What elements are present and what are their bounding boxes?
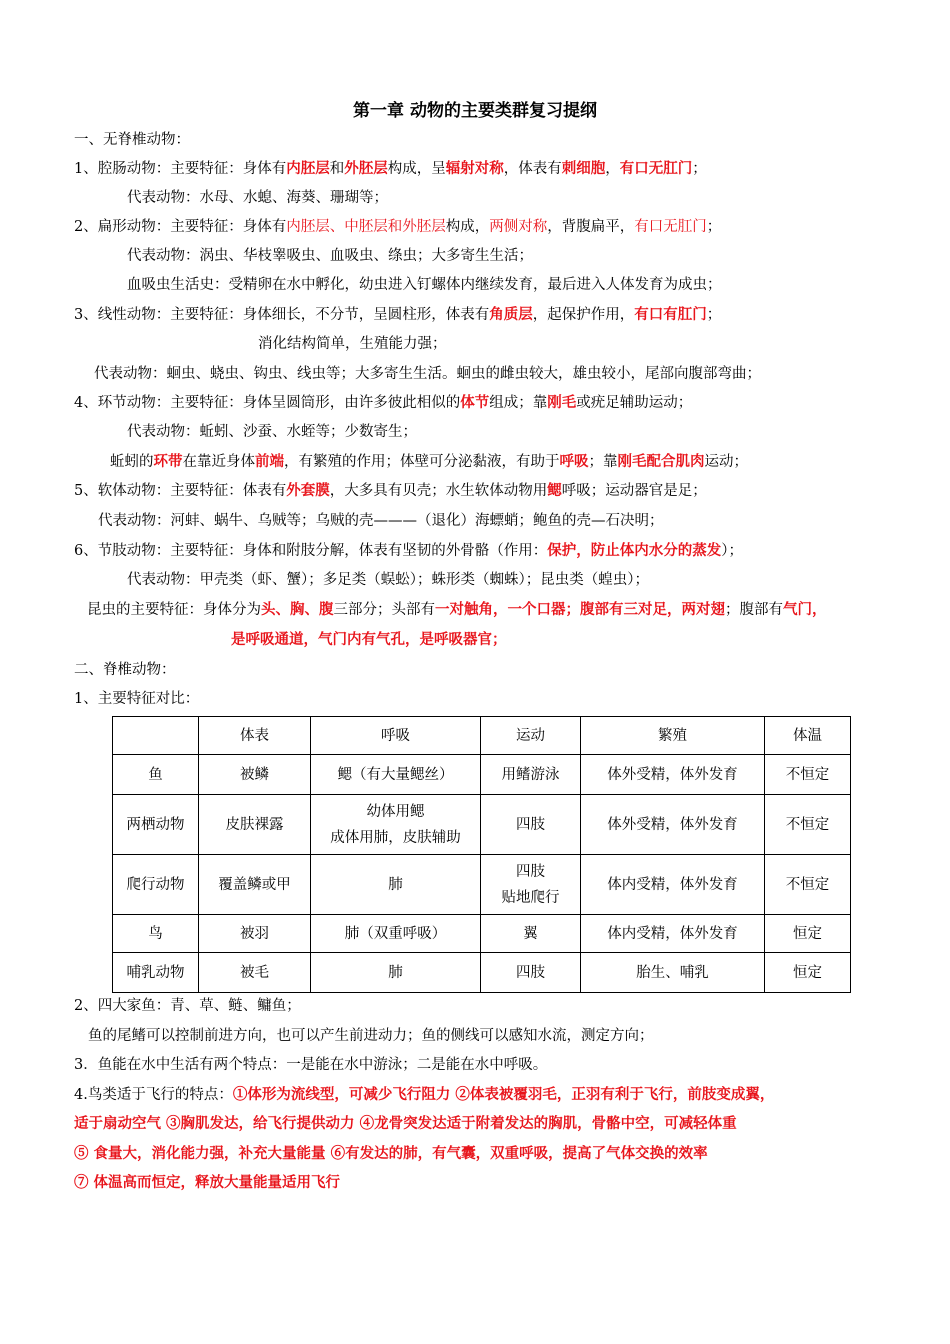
table-cell: 四肢 贴地爬行 <box>481 855 581 915</box>
table-cell: 被毛 <box>199 953 311 993</box>
line-cnidaria-examples: 代表动物：水母、水螅、海葵、珊瑚等； <box>127 190 388 206</box>
line-cnidaria: 1、腔肠动物：主要特征：身体有内胚层和外胚层构成，呈辐射对称，体表有刺细胞，有口无肛门； <box>74 160 707 177</box>
table-cell: 胎生、哺乳 <box>581 953 765 993</box>
table-cell: 不恒定 <box>765 795 851 855</box>
header-cell: 体温 <box>765 717 851 755</box>
table-cell: 四肢 <box>481 953 581 993</box>
table-cell: 鸟 <box>113 915 199 953</box>
table-cell: 皮肤裸露 <box>199 795 311 855</box>
line-roundworms-digestion: 消化结构简单，生殖能力强； <box>258 336 447 352</box>
line-arthropods-examples: 代表动物：甲壳类（虾、蟹）；多足类（蜈蚣）；蛛形类（蜘蛛）；昆虫类（蝗虫）； <box>127 572 649 588</box>
table-cell: 体内受精，体外发育 <box>581 915 765 953</box>
table-cell: 肺（双重呼吸） <box>311 915 481 953</box>
line-roundworms-examples: 代表动物：蛔虫、蛲虫、钩虫、线虫等；大多寄生生活。蛔虫的雌虫较大，雄虫较小，尾部向腹部弯曲； <box>94 366 761 382</box>
table-row <box>113 795 851 855</box>
table-row <box>113 953 851 993</box>
line-mollusks-examples: 代表动物：河蚌、蜗牛、乌贼等；乌贼的壳———（退化）海螵蛸；鲍鱼的壳—石决明； <box>98 513 664 529</box>
line-earthworm: 蚯蚓的环带在靠近身体前端，有繁殖的作用；体壁可分泌黏液，有助于呼吸；靠刚毛配合肌肉运动； <box>110 453 748 470</box>
table-row <box>113 755 851 795</box>
table-cell: 翼 <box>481 915 581 953</box>
line-bird-flight-2: 适于扇动空气 ③胸肌发达，给飞行提供动力 ④龙骨突发达适于附着发达的胸肌，骨骼中空，可减轻体重 <box>74 1115 737 1132</box>
table-cell: 覆盖鳞或甲 <box>199 855 311 915</box>
table-row <box>113 915 851 953</box>
table-cell: 被羽 <box>199 915 311 953</box>
table-cell: 肺 <box>311 953 481 993</box>
header-cell: 呼吸 <box>311 717 481 755</box>
table-header-row <box>113 717 851 755</box>
line-roundworms: 3、线性动物：主要特征：身体细长，不分节，呈圆柱形，体表有角质层，起保护作用，有口有肛门； <box>74 306 722 323</box>
table-cell: 不恒定 <box>765 755 851 795</box>
header-cell: 运动 <box>481 717 581 755</box>
line-flatworms: 2、扁形动物：主要特征：身体有内胚层、中胚层和外胚层构成，两侧对称，背腹扁平，有口无肛门； <box>74 219 722 235</box>
table-cell: 用鳍游泳 <box>481 755 581 795</box>
line-annelids: 4、环节动物：主要特征：身体呈圆筒形，由许多彼此相似的体节组成；靠刚毛或疣足辅助运动； <box>74 394 693 411</box>
table-cell: 幼体用鳃 成体用肺，皮肤辅助 <box>311 795 481 855</box>
table-cell: 体内受精，体外发育 <box>581 855 765 915</box>
table-cell: 鱼 <box>113 755 199 795</box>
line-mollusks: 5、软体动物：主要特征：体表有外套膜，大多具有贝壳；水生软体动物用鳃呼吸；运动器官是足； <box>74 482 707 499</box>
line-arthropods: 6、节肢动物：主要特征：身体和附肢分解，体表有坚韧的外骨骼（作用：保护，防止体内水分的蒸发）； <box>74 542 743 559</box>
line-schistosome-lifecycle: 血吸虫生活史：受精卵在水中孵化，幼虫进入钉螺体内继续发育，最后进入人体发育为成虫； <box>127 277 722 293</box>
table-cell: 体外受精，体外发育 <box>581 795 765 855</box>
page-title: 第一章 动物的主要类群复习提纲 <box>353 101 597 121</box>
header-cell: 体表 <box>199 717 311 755</box>
line-four-carps: 2、四大家鱼：青、草、鲢、鳙鱼； <box>74 998 301 1014</box>
table-cell: 鳃（有大量鳃丝） <box>311 755 481 795</box>
table-cell: 爬行动物 <box>113 855 199 915</box>
header-cell <box>113 717 199 755</box>
table-cell: 被鳞 <box>199 755 311 795</box>
line-bird-flight: 4.鸟类适于飞行的特点：①体形为流线型，可减少飞行阻力 ②体表被覆羽毛，正羽有利于飞行，前肢变成翼， <box>74 1086 775 1103</box>
line-insects: 昆虫的主要特征：身体分为头、胸、腹三部分；头部有一对触角，一个口器；腹部有三对足，两对翅；腹部有气门， <box>87 601 827 618</box>
line-insects-spiracles: 是呼吸通道，气门内有气孔，是呼吸器官； <box>231 631 507 648</box>
table-cell: 四肢 <box>481 795 581 855</box>
table-cell: 恒定 <box>765 953 851 993</box>
table-cell: 不恒定 <box>765 855 851 915</box>
header-cell: 繁殖 <box>581 717 765 755</box>
table-cell: 哺乳动物 <box>113 953 199 993</box>
table-row <box>113 855 851 915</box>
comparison-table <box>112 716 851 993</box>
line-bird-flight-3: ⑤ 食量大，消化能力强，补充大量能量 ⑥有发达的肺，有气囊，双重呼吸，提高了气体交换的效率 <box>74 1145 708 1162</box>
table-caption: 1、主要特征对比： <box>74 691 200 707</box>
section-heading-vertebrates: 二、脊椎动物： <box>74 662 176 678</box>
table-cell: 两栖动物 <box>113 795 199 855</box>
line-flatworms-examples: 代表动物：涡虫、华枝睾吸虫、血吸虫、绦虫；大多寄生生活； <box>127 248 533 264</box>
table-cell: 体外受精，体外发育 <box>581 755 765 795</box>
line-fish-features: 3．鱼能在水中生活有两个特点：一是能在水中游泳；二是能在水中呼吸。 <box>74 1057 548 1073</box>
line-bird-flight-4: ⑦ 体温高而恒定，释放大量能量适用飞行 <box>74 1174 341 1191</box>
table-cell: 肺 <box>311 855 481 915</box>
line-fish-fins: 鱼的尾鳍可以控制前进方向，也可以产生前进动力；鱼的侧线可以感知水流，测定方向； <box>88 1028 654 1044</box>
section-heading-invertebrates: 一、无脊椎动物： <box>74 132 190 148</box>
table-cell: 恒定 <box>765 915 851 953</box>
line-annelids-examples: 代表动物：蚯蚓、沙蚕、水蛭等；少数寄生； <box>127 424 417 440</box>
